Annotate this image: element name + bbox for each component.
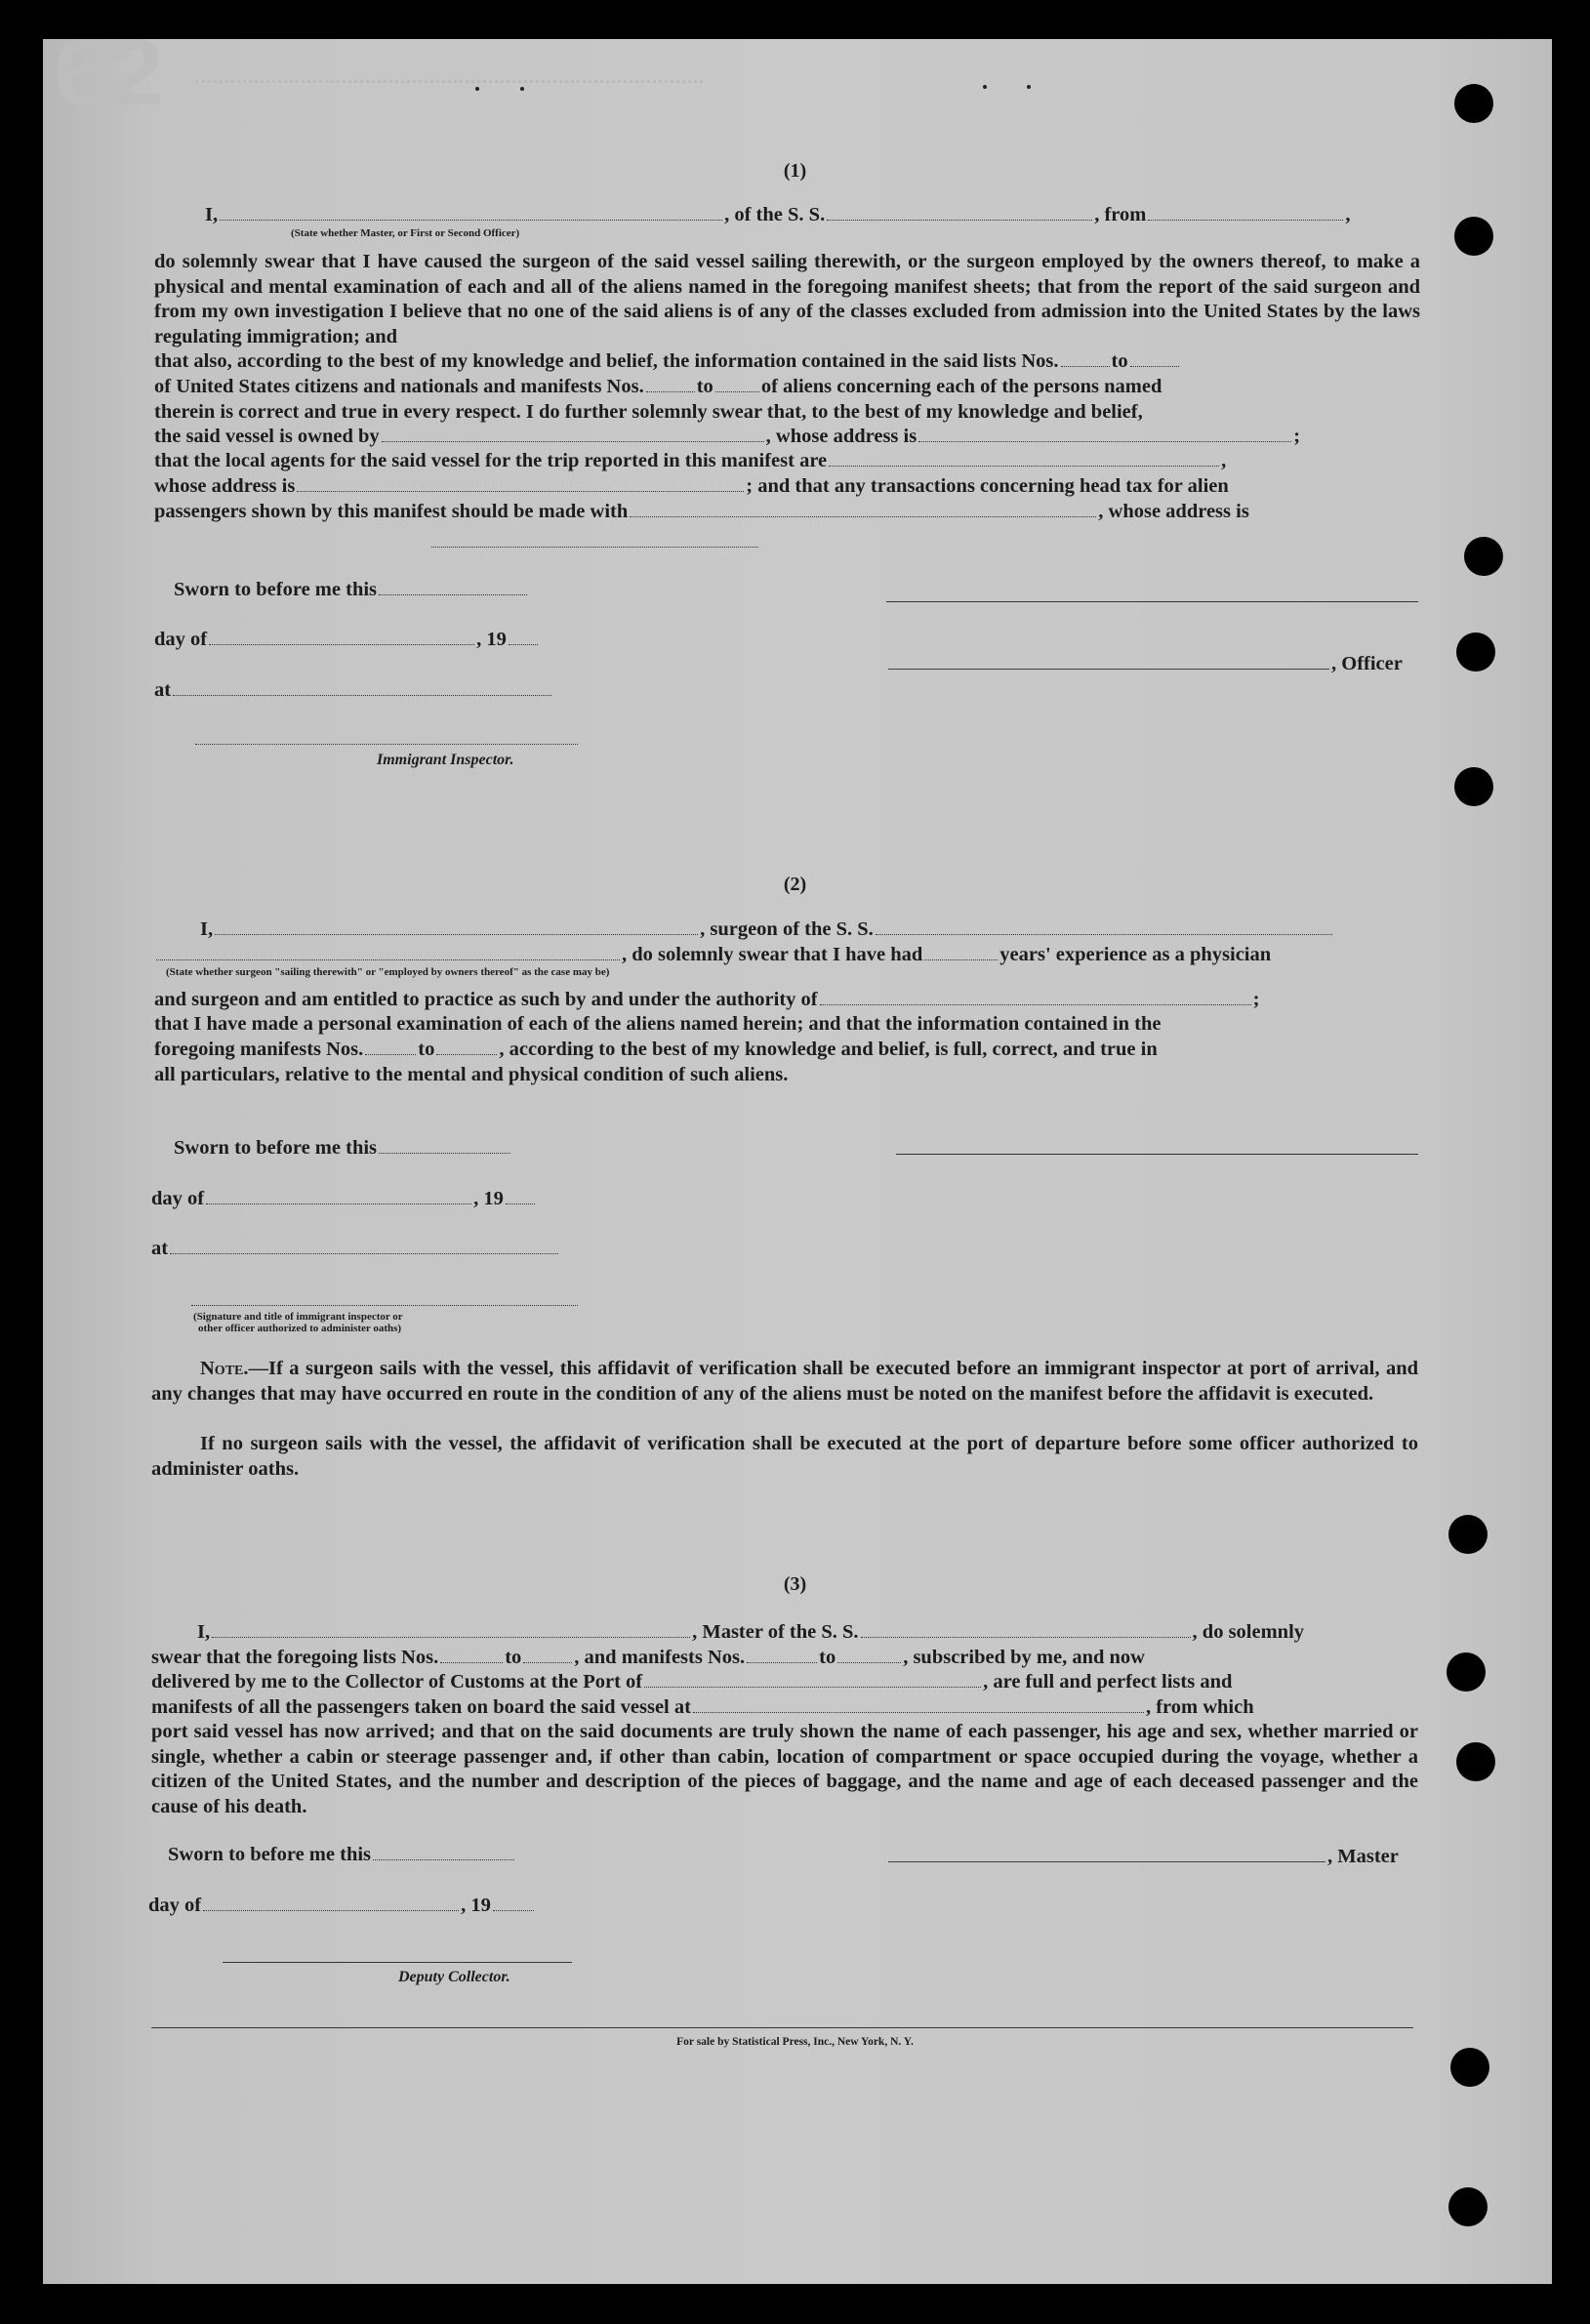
section-2-line-manifests: foregoing manifests Nos. to , according to the best of my knowledge and belief, is full, correct, and true in (154, 1039, 1158, 1060)
section-2-number: (2) (783, 874, 807, 895)
section-3-number: (3) (783, 1573, 807, 1595)
surgeon-manifests-to-field[interactable] (436, 1040, 497, 1055)
master-manifests-to-field[interactable] (837, 1649, 901, 1663)
master-manifests-from-field[interactable] (747, 1649, 817, 1663)
manifests-to-field[interactable] (715, 378, 759, 392)
years-experience-field[interactable] (924, 946, 998, 960)
sworn-date-field[interactable] (379, 581, 527, 595)
inspector-signature-field[interactable] (195, 744, 578, 745)
officer-signature-field[interactable] (888, 655, 1329, 670)
surgeon-signature-line[interactable] (896, 1154, 1418, 1155)
section-3-paragraph: port said vessel has now arrived; and that on the said documents are truly shown the name of each passenger, his age and sex, whether married or single, whether a cabin or steerage passenger and, if other than cabin, location of compartment or space occupied during the voyage, whether a citizen of the United States, and the number and description of the pieces of baggage, and the name and age of each deceased passenger and the cause of his death. (151, 1721, 1418, 1817)
section-3-day-of: day of , 19 (148, 1894, 536, 1919)
owner-address-field[interactable] (918, 428, 1291, 442)
section-1-at: at (154, 678, 553, 704)
speck (520, 87, 524, 91)
section-1-line-head-tax: passengers shown by this manifest should be made with , whose address is (154, 501, 1249, 522)
officer-name-field[interactable] (220, 206, 722, 221)
section-1-para-1: do solemnly swear that I have caused the surgeon of the said vessel sailing therewith, or the surgeon employed by the owners thereof, to make a physical and mental examination of each and all of the aliens named in the foregoing manifest sheets; that from the report of the said surgeon and from my own investigation I believe that no one of the said aliens is of any of the classes excluded from admission into the United States by the laws regulating immigration; and (154, 251, 1420, 347)
from-port-field[interactable] (1148, 206, 1343, 221)
section-2-line-particulars: all particulars, relative to the mental and physical condition of such aliens. (154, 1064, 789, 1085)
speck (1027, 85, 1031, 89)
section-1-officer: , Officer (886, 652, 1403, 677)
punch-hole (1447, 1652, 1486, 1692)
officer-caption: (State whether Master, or First or Second Officer) (291, 227, 520, 239)
day-of-field[interactable] (209, 631, 474, 645)
section-2-at: at (151, 1237, 560, 1262)
year-field[interactable] (509, 631, 538, 645)
at-field[interactable] (173, 681, 551, 696)
signature-caption-line-1: (Signature and title of immigrant inspector or (193, 1311, 403, 1323)
section-2-line-1: I, , surgeon of the S. S. (200, 917, 1334, 943)
punch-hole (1448, 2187, 1488, 2226)
vessel-name-field[interactable] (827, 206, 1092, 221)
lists-to-field[interactable] (1130, 352, 1179, 367)
head-tax-address-field[interactable] (431, 547, 758, 548)
surgeon-status-field[interactable] (156, 946, 620, 960)
section-2-day-of: day of , 19 (151, 1187, 537, 1212)
punch-hole (1454, 767, 1493, 806)
section-3-line-3: delivered by me to the Collector of Customs at the Port of , are full and perfect lists and (151, 1671, 1233, 1692)
surgeon-day-of-field[interactable] (206, 1190, 471, 1204)
surgeon-year-field[interactable] (506, 1190, 535, 1204)
footer-rule (151, 2027, 1413, 2028)
head-tax-party-field[interactable] (630, 503, 1096, 517)
section-3-master: , Master (886, 1845, 1399, 1870)
speck (983, 85, 987, 89)
surgeon-at-field[interactable] (170, 1240, 558, 1254)
section-1-line-correct: therein is correct and true in every respect. I do further solemnly swear that, to the best of my knowledge and belief, (154, 401, 1143, 423)
master-vessel-field[interactable] (861, 1623, 1191, 1638)
note-paragraph-2: If no surgeon sails with the vessel, the affidavit of verification shall be executed at the port of departure before some officer authorized to administer oaths. (151, 1433, 1418, 1480)
section-1-line-owned: the said vessel is owned by , whose address is ; (154, 426, 1301, 447)
section-1-day-of: day of , 19 (154, 628, 540, 653)
master-lists-from-field[interactable] (440, 1649, 503, 1663)
bleed-through-number: 62 (54, 20, 160, 125)
section-2-line-2: , do solemnly swear that I have had years' experience as a physician (154, 943, 1271, 968)
punch-hole (1454, 84, 1493, 123)
bleed-through-text (195, 80, 703, 93)
section-3-sworn: Sworn to before me this (168, 1843, 516, 1868)
deputy-collector-signature-line[interactable] (223, 1962, 572, 1963)
section-1-sworn: Sworn to before me this (174, 578, 529, 603)
section-1-line-1: I, , of the S. S. , from , (205, 204, 1351, 225)
agents-field[interactable] (829, 452, 1219, 467)
punch-hole (1464, 537, 1503, 576)
footer-text: For sale by Statistical Press, Inc., New York, N. Y. (676, 2036, 914, 2048)
section-1-line-lists: that also, according to the best of my knowledge and belief, the information contained in the said lists Nos. to (154, 349, 1181, 375)
section-1-line-whose-address: whose address is ; and that any transactions concerning head tax for alien (154, 475, 1229, 497)
punch-hole (1456, 1742, 1495, 1781)
speck (475, 87, 479, 91)
surgeon-vessel-field[interactable] (876, 920, 1332, 935)
master-name-field[interactable] (212, 1623, 690, 1638)
section-2-line-authority: and surgeon and am entitled to practice as such by and under the authority of ; (154, 989, 1260, 1010)
section-1-number: (1) (783, 160, 807, 182)
master-signature-field[interactable] (888, 1848, 1325, 1862)
section-2-line-examination: that I have made a personal examination of each of the aliens named herein; and that the information contained in the (154, 1013, 1162, 1035)
punch-hole (1454, 217, 1493, 256)
deputy-collector-label: Deputy Collector. (398, 1969, 510, 1985)
manifests-from-field[interactable] (646, 378, 695, 392)
authority-field[interactable] (820, 991, 1251, 1005)
surgeon-caption: (State whether surgeon "sailing therewith" or "employed by owners thereof" as the case may be) (166, 966, 610, 978)
immigrant-inspector-label: Immigrant Inspector. (377, 752, 514, 768)
section-1-line-manifests: of United States citizens and nationals and manifests Nos. to of aliens concerning each of the persons named (154, 376, 1162, 397)
section-2-sworn: Sworn to before me this (174, 1136, 512, 1162)
section-1-signature-line[interactable] (886, 601, 1418, 602)
note-paragraph-1: Note.—If a surgeon sails with the vessel, this affidavit of verification shall be executed before an immigrant inspector at port of arrival, and any changes that may have occurred en route in the condition of any of the aliens must be noted on the manifest before the affidavit is executed. (151, 1358, 1418, 1405)
punch-hole (1448, 1515, 1488, 1554)
authorized-officer-signature-field[interactable] (191, 1305, 578, 1306)
punch-hole (1450, 2048, 1489, 2087)
port-of-arrival-field[interactable] (644, 1673, 981, 1688)
note-label: Note. (200, 1358, 249, 1379)
master-year-field[interactable] (493, 1896, 534, 1911)
surgeon-manifests-from-field[interactable] (365, 1040, 416, 1055)
master-day-of-field[interactable] (203, 1896, 459, 1911)
owner-field[interactable] (382, 428, 764, 442)
signature-caption-line-2: other officer authorized to administer oaths) (198, 1323, 402, 1334)
surgeon-name-field[interactable] (215, 920, 698, 935)
master-lists-to-field[interactable] (523, 1649, 572, 1663)
punch-hole (1456, 632, 1495, 672)
section-3-line-1: I, , Master of the S. S. , do solemnly (197, 1621, 1305, 1643)
master-sworn-date-field[interactable] (373, 1846, 514, 1860)
section-3-line-4: manifests of all the passengers taken on board the said vessel at , from which (151, 1696, 1254, 1718)
surgeon-sworn-date-field[interactable] (379, 1139, 510, 1154)
port-of-embarkation-field[interactable] (693, 1698, 1144, 1713)
lists-from-field[interactable] (1061, 352, 1110, 367)
section-1-line-agents: that the local agents for the said vessel for the trip reported in this manifest are , (154, 450, 1227, 471)
section-3-line-2: swear that the foregoing lists Nos. to , and manifests Nos. to , subscribed by me, and now (151, 1647, 1145, 1668)
agents-address-field[interactable] (297, 477, 744, 492)
